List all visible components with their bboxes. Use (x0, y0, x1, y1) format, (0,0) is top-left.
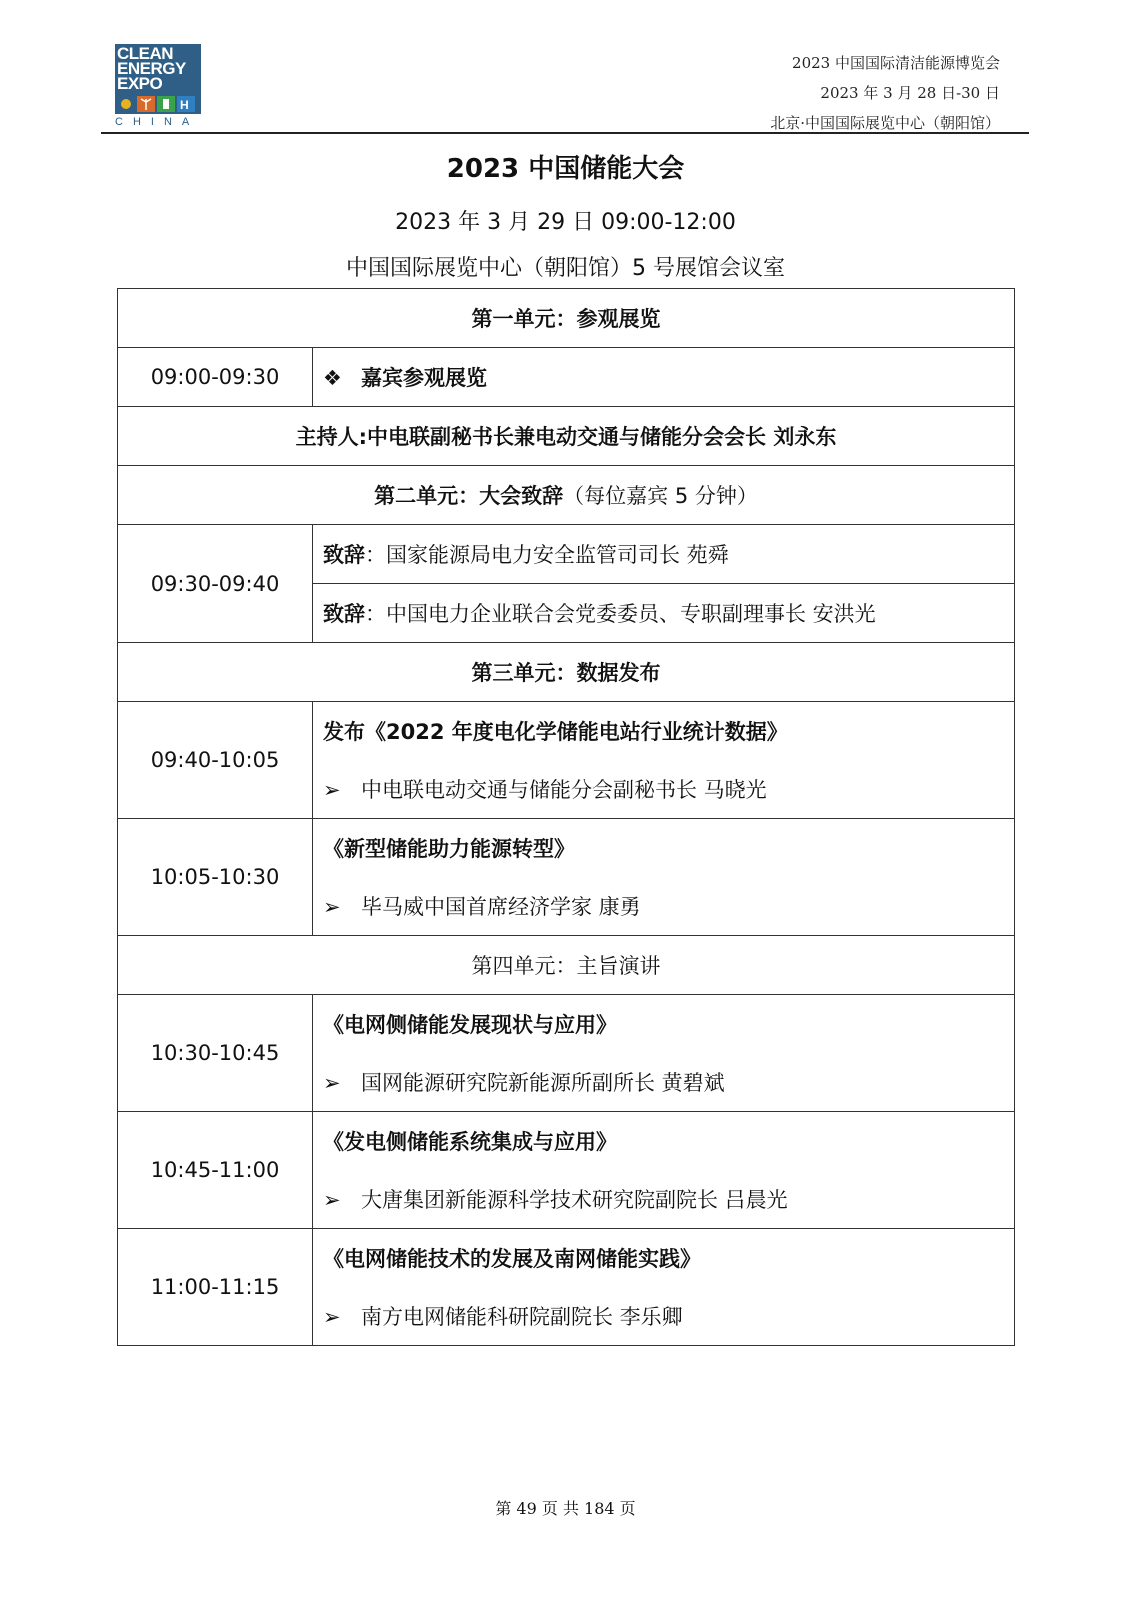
time-cell: 10:30-10:45 (118, 995, 313, 1112)
logo-line-energy: ENERGY (117, 59, 186, 78)
time-cell: 09:40-10:05 (118, 702, 313, 819)
table-row (118, 702, 1015, 819)
table-row (118, 348, 1015, 407)
speech-text: ：中国电力企业联合会党委委员、专职副理事长 安洪光 (365, 602, 876, 626)
talk-title: 《发电侧储能系统集成与应用》 (323, 1130, 617, 1154)
unit-2-heading (118, 466, 1015, 525)
sun-icon (117, 96, 135, 112)
agenda-item (313, 702, 1015, 819)
agenda-item (313, 1112, 1015, 1229)
logo-line-expo: EXPO (117, 74, 163, 93)
table-row (118, 995, 1015, 1112)
time-cell: 10:05-10:30 (118, 819, 313, 936)
agenda-item (313, 348, 1015, 407)
speech-label: 致辞 (323, 602, 365, 626)
expo-logo (115, 44, 201, 132)
expo-name: 2023 中国国际清洁能源博览会 (792, 54, 1000, 72)
arrow-bullet-icon: ➢ (323, 1188, 341, 1212)
host-line: 主持人:中电联副秘书长兼电动交通与储能分会会长 刘永东 (118, 407, 1015, 466)
expo-location: 北京·中国国际展览中心（朝阳馆） (770, 114, 1000, 132)
event-datetime: 2023 年 3 月 29 日 09:00-12:00 (395, 210, 736, 235)
speech-label: 致辞 (323, 543, 365, 567)
battery-icon (157, 96, 175, 112)
speaker: 毕马威中国首席经济学家 康勇 (361, 895, 641, 919)
unit-3-heading: 第三单元：数据发布 (118, 643, 1015, 702)
speaker: 中电联电动交通与储能分会副秘书长 马晓光 (361, 778, 767, 802)
logo-icons (115, 96, 201, 112)
page-number: 第 49 页 共 184 页 (495, 1499, 636, 1518)
unit-4-heading: 第四单元：主旨演讲 (118, 936, 1015, 995)
table-row (118, 819, 1015, 936)
event-venue: 中国国际展览中心（朝阳馆）5 号展馆会议室 (346, 256, 785, 281)
time-cell: 10:45-11:00 (118, 1112, 313, 1229)
table-row (118, 407, 1015, 466)
header-info (770, 48, 1000, 138)
speech-item (313, 584, 1015, 643)
table-row (118, 466, 1015, 525)
agenda-item (313, 1229, 1015, 1346)
arrow-bullet-icon: ➢ (323, 895, 341, 919)
table-row (118, 1112, 1015, 1229)
logo-line-clean: CLEAN (117, 44, 174, 63)
speech-text: ：国家能源局电力安全监管司司长 苑舜 (365, 543, 729, 567)
agenda-item-text: 嘉宾参观展览 (361, 366, 487, 390)
time-cell: 11:00-11:15 (118, 1229, 313, 1346)
talk-title: 《电网储能技术的发展及南网储能实践》 (323, 1247, 701, 1271)
unit-1-heading: 第一单元：参观展览 (118, 289, 1015, 348)
unit-2-note: （每位嘉宾 5 分钟） (563, 484, 758, 508)
talk-title: 发布《2022 年度电化学储能电站行业统计数据》 (323, 720, 788, 744)
speaker: 国网能源研究院新能源所副所长 黄碧斌 (361, 1071, 725, 1095)
expo-dates: 2023 年 3 月 28 日-30 日 (820, 84, 1000, 102)
arrow-bullet-icon: ➢ (323, 1071, 341, 1095)
svg-text:H: H (180, 98, 189, 112)
table-row (118, 289, 1015, 348)
h2-icon (177, 96, 195, 112)
table-row (118, 643, 1015, 702)
unit-2-title: 第二单元：大会致辞 (374, 484, 564, 508)
agenda-item (313, 819, 1015, 936)
speaker: 大唐集团新能源科学技术研究院副院长 吕晨光 (361, 1188, 788, 1212)
arrow-bullet-icon: ➢ (323, 778, 341, 802)
page-title: 2023 中国储能大会 (446, 154, 685, 184)
talk-title: 《电网侧储能发展现状与应用》 (323, 1013, 617, 1037)
time-cell: 09:30-09:40 (118, 525, 313, 643)
table-row (118, 936, 1015, 995)
agenda-item (313, 995, 1015, 1112)
header-divider (101, 132, 1029, 134)
arrow-bullet-icon: ➢ (323, 1305, 341, 1329)
talk-title: 《新型储能助力能源转型》 (323, 837, 575, 861)
time-cell: 09:00-09:30 (118, 348, 313, 407)
wind-icon (137, 96, 155, 112)
speaker: 南方电网储能科研院副院长 李乐卿 (361, 1305, 683, 1329)
speech-item (313, 525, 1015, 584)
table-row (118, 1229, 1015, 1346)
diamond-bullet-icon: ❖ (323, 366, 342, 390)
table-row (118, 525, 1015, 584)
agenda-table (117, 288, 1015, 1346)
logo-country: CHINA (115, 116, 200, 128)
